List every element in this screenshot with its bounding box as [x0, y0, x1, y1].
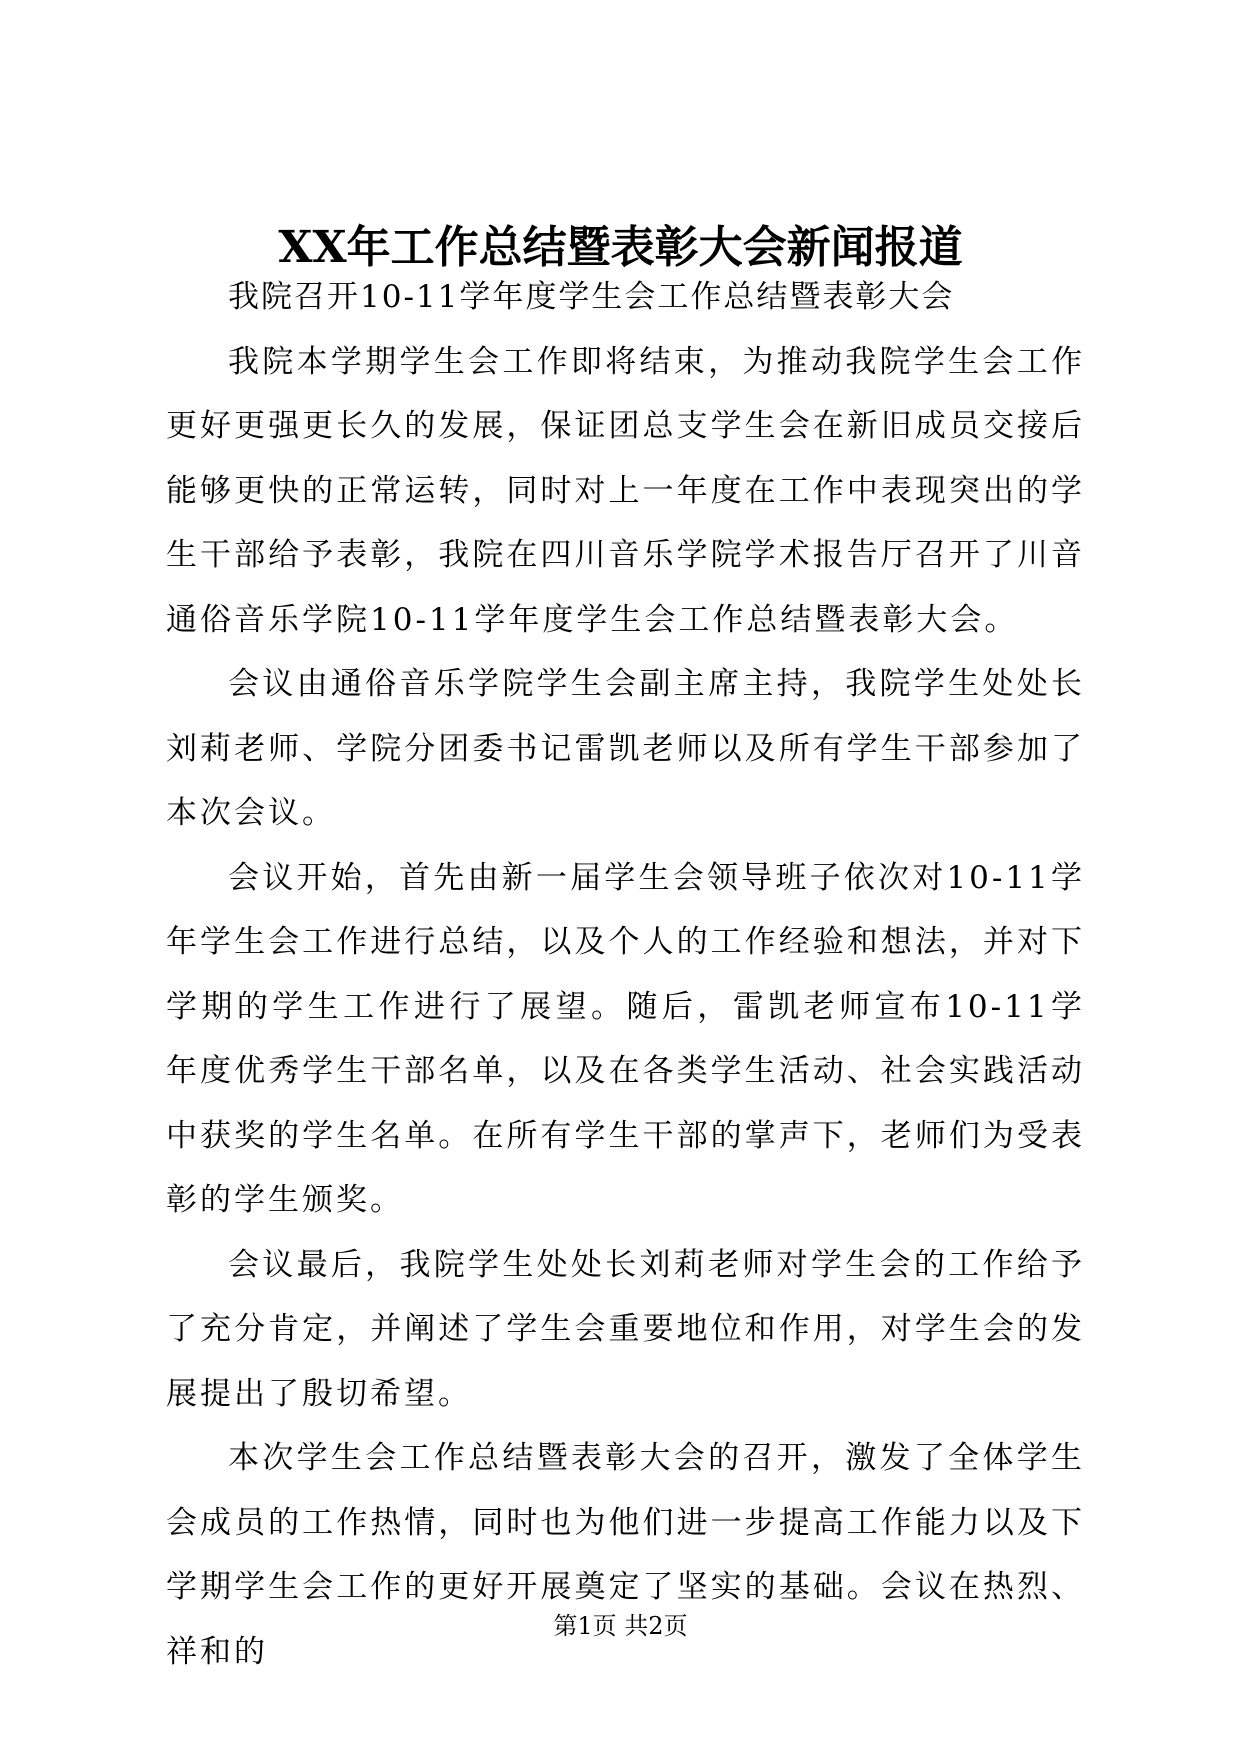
- body-paragraph-3: 会议开始，首先由新一届学生会领导班子依次对10-11学年学生会工作进行总结，以及个人的工作经验和想法，并对下学期的学生工作进行了展望。随后，雷凯老师宣布10-11学年度优秀学生干部名单，以及在各类学生活动、社会实践活动中获奖的学生名单。在所有学生干部的掌声下，老师们为受表彰的学生颁奖。: [166, 859, 1085, 1218]
- document-body: [166, 265, 1085, 1684]
- page-footer: 第1页 共2页: [553, 1612, 688, 1640]
- body-paragraph-4: 会议最后，我院学生处处长刘莉老师对学生会的工作给予了充分肯定，并阐述了学生会重要地位和作用，对学生会的发展提出了殷切希望。: [166, 1246, 1085, 1412]
- document-title: XX年工作总结暨表彰大会新闻报道: [278, 222, 963, 273]
- subheading-paragraph: 我院召开10-11学年度学生会工作总结暨表彰大会: [228, 279, 955, 315]
- body-paragraph-5: 本次学生会工作总结暨表彰大会的召开，激发了全体学生会成员的工作热情，同时也为他们进一步提高工作能力以及下学期学生会工作的更好开展奠定了坚实的基础。会议在热烈、祥和的: [166, 1440, 1085, 1670]
- body-paragraph-1: 我院本学期学生会工作即将结束，为推动我院学生会工作更好更强更长久的发展，保证团总支学生会在新旧成员交接后能够更快的正常运转，同时对上一年度在工作中表现突出的学生干部给予表彰，我院在四川音乐学院学术报告厅召开了川音通俗音乐学院10-11学年度学生会工作总结暨表彰大会。: [166, 343, 1085, 638]
- body-paragraph-2: 会议由通俗音乐学院学生会副主席主持，我院学生处处长刘莉老师、学院分团委书记雷凯老师以及所有学生干部参加了本次会议。: [166, 666, 1085, 831]
